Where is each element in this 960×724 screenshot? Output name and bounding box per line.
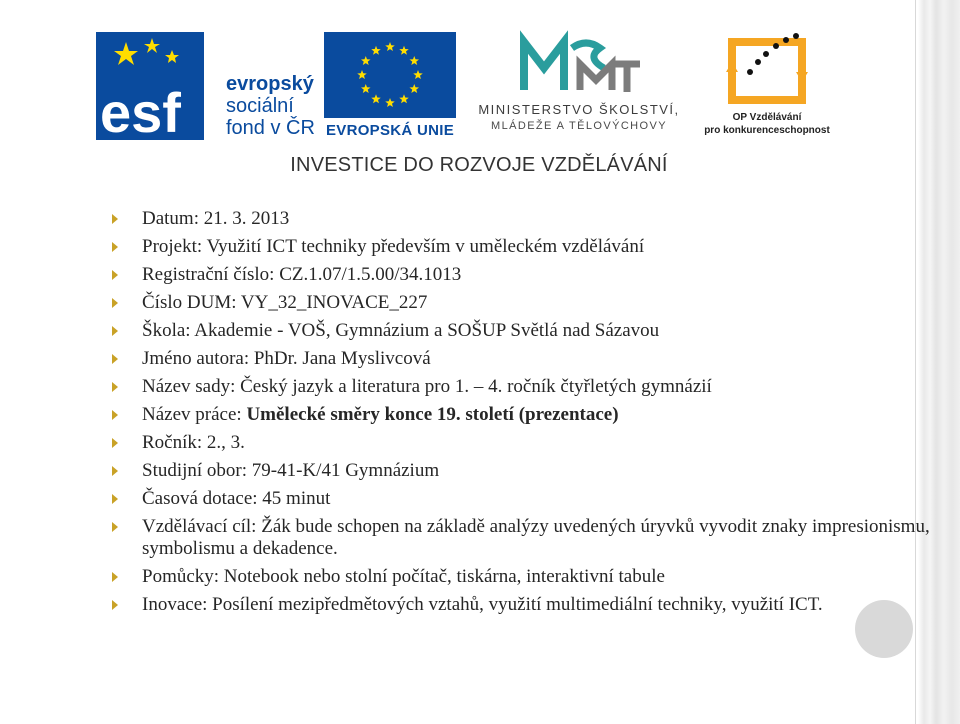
- list-item: [110, 376, 930, 398]
- arrow-bullet-icon: [112, 410, 118, 420]
- list-item-label: Název práce:: [142, 404, 247, 425]
- list-item-text: Ročník: 2., 3.: [142, 432, 245, 453]
- list-item-text: Inovace: Posílení mezipředmětových vztahů, využití multimediální techniky, využití ICT.: [142, 594, 823, 615]
- list-item-text: Jméno autora: PhDr. Jana Myslivcová: [142, 348, 431, 369]
- list-item-text: Číslo DUM: VY_32_INOVACE_227: [142, 292, 428, 313]
- arrow-bullet-icon: [112, 466, 118, 476]
- list-item: [110, 404, 930, 426]
- op-logo: [692, 28, 842, 148]
- list-item: [110, 594, 930, 616]
- op-text-line2: pro konkurenceschopnost: [704, 125, 830, 136]
- svg-text:esf: esf: [100, 81, 181, 140]
- list-item-text: Registrační číslo: CZ.1.07/1.5.00/34.1013: [142, 264, 462, 285]
- esf-mark-icon: [96, 32, 204, 140]
- list-item: [110, 488, 930, 510]
- arrow-bullet-icon: [112, 354, 118, 364]
- eu-flag-icon: [324, 32, 456, 118]
- decorative-circle: [855, 600, 913, 658]
- msmt-text-line1: MINISTERSTVO ŠKOLSTVÍ,: [478, 102, 680, 117]
- list-item-text: Vzdělávací cíl: Žák bude schopen na základě analýzy uvedených úryvků vyvodit znaky impresionismu, symbolismu a dekadence.: [142, 516, 930, 559]
- eu-logo: [324, 32, 456, 144]
- list-item: [110, 348, 930, 370]
- metadata-list: [110, 208, 930, 622]
- list-item: [110, 292, 930, 314]
- msmt-mark-icon: [464, 28, 694, 100]
- arrow-bullet-icon: [112, 494, 118, 504]
- list-item: [110, 320, 930, 342]
- investment-tagline: INVESTICE DO ROZVOJE VZDĚLÁVÁNÍ: [290, 154, 668, 176]
- esf-text-line3: fond v ČR: [226, 117, 315, 139]
- arrow-bullet-icon: [112, 382, 118, 392]
- list-item-text: Projekt: Využití ICT techniky především v uměleckém vzdělávání: [142, 236, 645, 257]
- list-item-text: Škola: Akademie - VOŠ, Gymnázium a SOŠUP Světlá nad Sázavou: [142, 320, 660, 341]
- list-item-text: Časová dotace: 45 minut: [142, 488, 331, 509]
- esf-text-line1: evropský: [226, 73, 314, 95]
- msmt-text-line2: MLÁDEŽE A TĚLOVÝCHOVY: [491, 120, 667, 132]
- arrow-bullet-icon: [112, 438, 118, 448]
- arrow-bullet-icon: [112, 298, 118, 308]
- list-item-text: Pomůcky: Notebook nebo stolní počítač, tiskárna, interaktivní tabule: [142, 566, 665, 587]
- msmt-logo: [464, 28, 694, 148]
- arrow-bullet-icon: [112, 572, 118, 582]
- list-item-text: Název sady: Český jazyk a literatura pro 1. – 4. ročník čtyřletých gymnázií: [142, 376, 712, 397]
- arrow-bullet-icon: [112, 270, 118, 280]
- list-item-text: Studijní obor: 79-41-K/41 Gymnázium: [142, 460, 440, 481]
- esf-text-line2: sociální: [226, 95, 294, 117]
- list-item: [110, 208, 930, 230]
- list-item: [110, 236, 930, 258]
- list-item: [110, 432, 930, 454]
- op-mark-icon: [692, 28, 842, 110]
- arrow-bullet-icon: [112, 242, 118, 252]
- logo-header: [96, 28, 856, 188]
- arrow-bullet-icon: [112, 214, 118, 224]
- esf-logo: [96, 32, 328, 140]
- list-item: [110, 460, 930, 482]
- arrow-bullet-icon: [112, 600, 118, 610]
- op-text-line1: OP Vzdělávání: [732, 112, 802, 123]
- arrow-bullet-icon: [112, 522, 118, 532]
- list-item-text: Datum: 21. 3. 2013: [142, 208, 290, 229]
- list-item: [110, 264, 930, 286]
- work-title: Umělecké směry konce 19. století (prezentace): [246, 404, 619, 425]
- list-item: [110, 516, 930, 560]
- eu-caption: EVROPSKÁ UNIE: [325, 122, 455, 139]
- arrow-bullet-icon: [112, 326, 118, 336]
- list-item: [110, 566, 930, 588]
